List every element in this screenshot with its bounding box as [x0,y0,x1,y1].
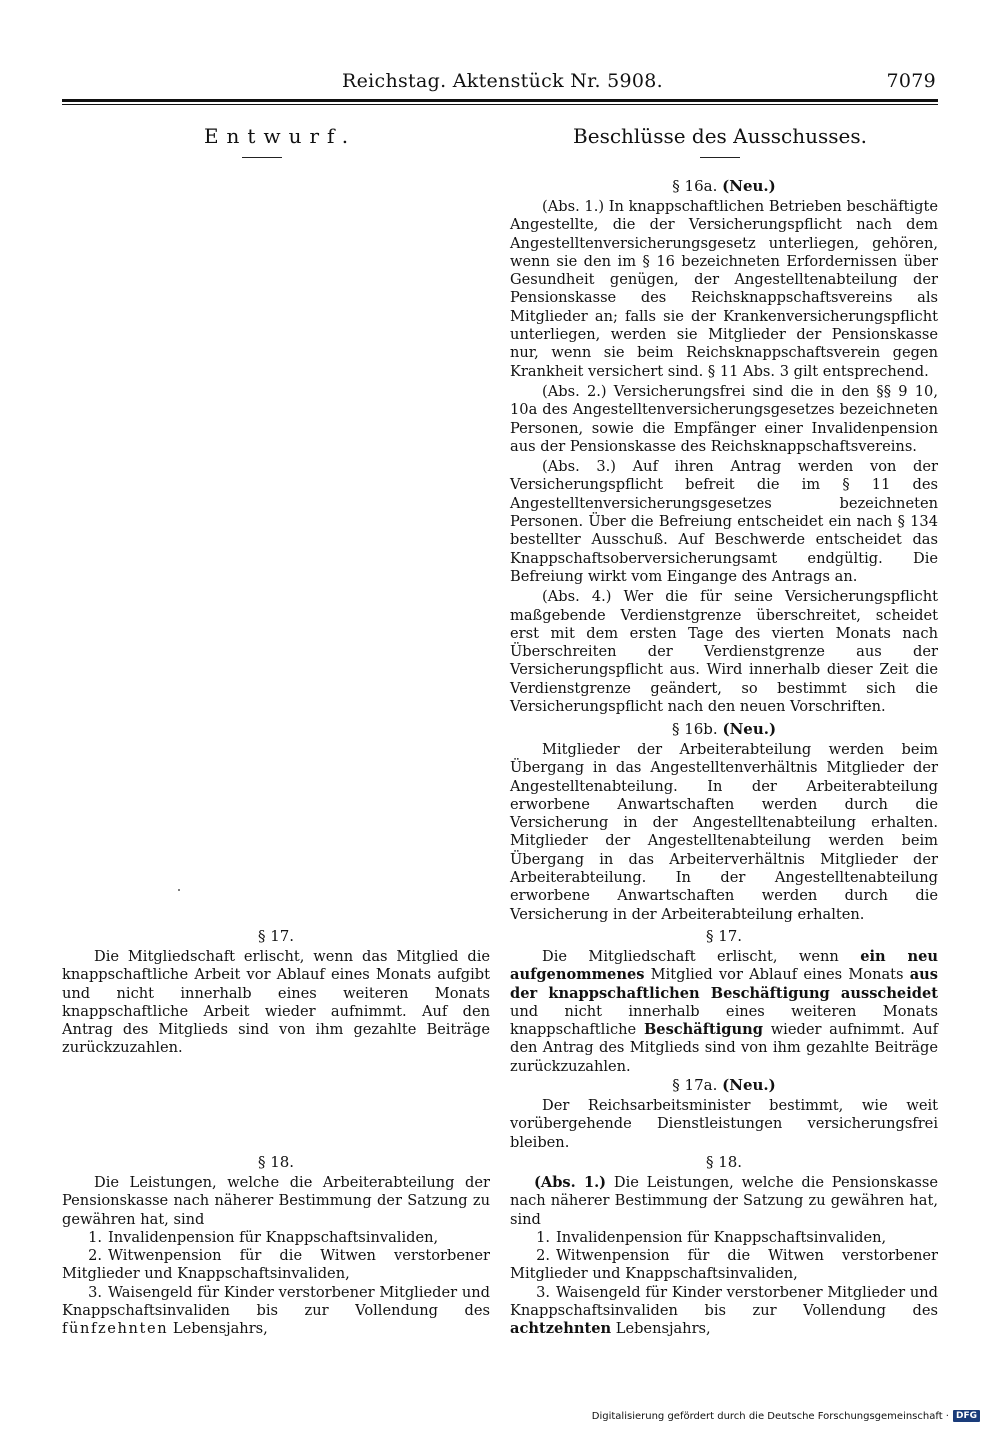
right-s18-intro [510,1174,938,1229]
s16a-abs3: (Abs. 3.) Auf ihren Antrag werden von der Versicherungspflicht befreit die im § 11 des Angestelltenversicherungsgesetzes bezeichneten Personen. Über die Befreiung entscheidet ein nach § 134 bestellter Ausschuß. Auf Beschwerde entscheidet das Knappschaftsoberversicherungsamt endgültig. Die Befreiung wirkt vom Eingange des Antrags an. [510,458,938,585]
section-16a [510,177,938,716]
s16a-abs2: (Abs. 2.) Versicherungsfrei sind die in den §§ 9 10, 10a des Angestelltenversicherungsgesetzes bezeichneten Personen, sowie die Empfänger einer Invalidenpension aus der Pensionskasse des Reichsknappschaftsvereins. [510,382,938,455]
left-section-17 [62,927,490,1058]
right-section-18 [510,1153,938,1339]
dfg-logo: DFG [953,1410,980,1422]
list-number: 1. [88,1228,102,1246]
list-text: Witwenpension für die Witwen verstorbener Mitglieder und Knappschaftsinvaliden, [62,1247,490,1283]
right-section-17 [510,927,938,1076]
list-text: Witwenpension für die Witwen verstorbener Mitglieder und Knappschaftsinvaliden, [510,1247,938,1283]
right-column-title: Beschlüsse des Ausschusses. [573,124,867,148]
left-s18-heading: § 18. [257,1153,295,1171]
s17-text-part: wieder aufnimmt. Auf den Antrag des Mitglieds sind von ihm gezahlte Beiträge zurückzuzahlen. [510,1021,939,1075]
section-number: § 16b. [671,720,718,738]
right-s17-heading: § 17. [705,927,743,945]
list-item [62,1229,490,1247]
list-number: 2. [536,1247,550,1265]
list-item [62,1284,490,1339]
section-17a-heading [510,1076,938,1094]
left-s17-text: Die Mitgliedschaft erlischt, wenn das Mitglied die knappschaftliche Arbeit vor Ablauf eines Monats aufgibt und nicht innerhalb eines weiteren Monats knappschaftliche Arbeit wieder aufnimmt. Auf den Antrag des Mitglieds sind von ihm gezahlte Beiträge zurückzuzahlen. [62,948,490,1057]
new-tag: (Neu.) [722,720,777,738]
section-16a-heading [510,177,938,195]
list-text: Invalidenpension für Knappschaftsinvaliden, [108,1228,439,1246]
right-s18-list [510,1229,938,1339]
abs-label: (Abs. 1.) [534,1174,607,1191]
list-text: Invalidenpension für Knappschaftsinvaliden, [556,1228,887,1246]
s16a-abs4: (Abs. 4.) Wer die für seine Versicherungspflicht maßgebende Verdienstgrenze überschreitet, scheidet erst mit dem ersten Tage des vierten Monats nach Überschreiten der Verdienstgrenze aus der Versicherungspflicht aus. Wird innerhalb dieser Zeit die Verdienstgrenze geändert, so bestimmt sich die Versicherungspflicht nach den neuen Vorschriften. [510,588,938,716]
s17-text-part: und nicht innerhalb eines weiteren Monats knappschaftliche [510,1002,938,1039]
running-title: Reichstag. Aktenstück Nr. 5908. [342,70,664,92]
s18-intro-text: Die Leistungen, welche die Pensionskasse nach näherer Bestimmung der Satzung zu gewähren hat, sind [510,1174,938,1228]
left-s18-intro: Die Leistungen, welche die Arbeiterabteilung der Pensionskasse nach näherer Bestimmung der Satzung zu gewähren hat, sind [62,1174,490,1228]
section-number: § 17a. [672,1076,718,1094]
list-text: Waisengeld für Kinder verstorbener Mitglieder und Knappschaftsinvaliden bis zur Vollendung des [510,1283,938,1320]
list-emphasis: achtzehnten [510,1320,612,1338]
list-number: 2. [88,1247,102,1265]
list-text: Lebensjahrs, [172,1320,268,1338]
list-item [510,1247,938,1284]
left-title-rule [242,157,282,158]
list-text: Waisengeld für Kinder verstorbener Mitglieder und Knappschaftsinvaliden bis zur Vollendung des [62,1283,490,1320]
s17-emphasis: Beschäftigung [643,1021,763,1039]
new-tag: (Neu.) [722,1076,776,1094]
s16a-abs1: (Abs. 1.) In knappschaftlichen Betrieben beschäftigte Angestellte, die der Versicherungspflicht nach dem Angestelltenversicherungsgesetz unterliegen, gehören, wenn sie den im § 16 bezeichneten Erfordernissen über Gesundheit genügen, der Angestelltenabteilung der Pensionskasse des Reichsknappschaftsvereins als Mitglieder an; falls sie der Krankenversicherungspflicht unterliegen, werden sie Mitglieder der Pensionskasse nur, wenn sie beim Reichsknappschaftsverein gegen Krankheit versichert sind. § 11 Abs. 3 gilt entsprechend. [510,198,938,380]
left-column-title: Entwurf. [203,124,357,148]
left-s18-list [62,1229,490,1339]
digitization-credit [592,1410,980,1422]
s17-emphasis: aus der knappschaftlichen Beschäftigung ausscheidet [510,966,938,1002]
right-s18-heading: § 18. [705,1153,743,1171]
list-number: 1. [536,1228,550,1246]
section-16b [510,720,938,924]
section-number: § 16a. [672,177,718,195]
page-number: 7079 [886,70,936,92]
header-rule-thin [62,104,938,105]
s17a-text: Der Reichsarbeitsminister bestimmt, wie weit vorübergehende Dienstleistungen versicherungsfrei bleiben. [510,1097,938,1151]
list-item [62,1247,490,1284]
list-item [510,1229,938,1247]
left-section-18 [62,1153,490,1339]
header-rule [62,99,938,102]
list-text: Lebensjahrs, [615,1320,711,1338]
left-s17-heading: § 17. [257,927,295,945]
s17-emphasis: ein neu aufgenommenes [510,948,939,984]
section-17a [510,1076,938,1152]
s17-text-part: Die Mitgliedschaft erlischt, wenn [542,948,839,965]
right-title-rule [700,157,740,158]
list-item [510,1284,938,1339]
new-tag: (Neu.) [722,177,776,195]
s17-text-part: Mitglied vor Ablauf eines Monats [650,966,904,984]
list-number: 3. [536,1283,550,1301]
right-s17-text [510,948,938,1076]
list-emphasis: fünfzehnten [62,1320,169,1338]
list-number: 3. [88,1283,102,1301]
section-16b-heading [510,720,938,738]
s16b-text: Mitglieder der Arbeiterabteilung werden beim Übergang in das Angestelltenverhältnis Mitglieder der Angestelltenabteilung. In der Arbeiterabteilung erworbene Anwartschaften werden durch die Versicherung in der Angestelltenabteilung erhalten. Mitglieder der Angestelltenabteilung werden beim Übergang in das Arbeiterverhältnis Mitglieder der Arbeiterabteilung. In der Angestelltenabteilung erworbene Anwartschaften werden durch die Versicherung in der Arbeiterabteilung erhalten. [510,741,938,923]
scan-speck [178,889,180,891]
credit-text: Digitalisierung gefördert durch die Deutsche Forschungsgemeinschaft · [591,1410,949,1422]
